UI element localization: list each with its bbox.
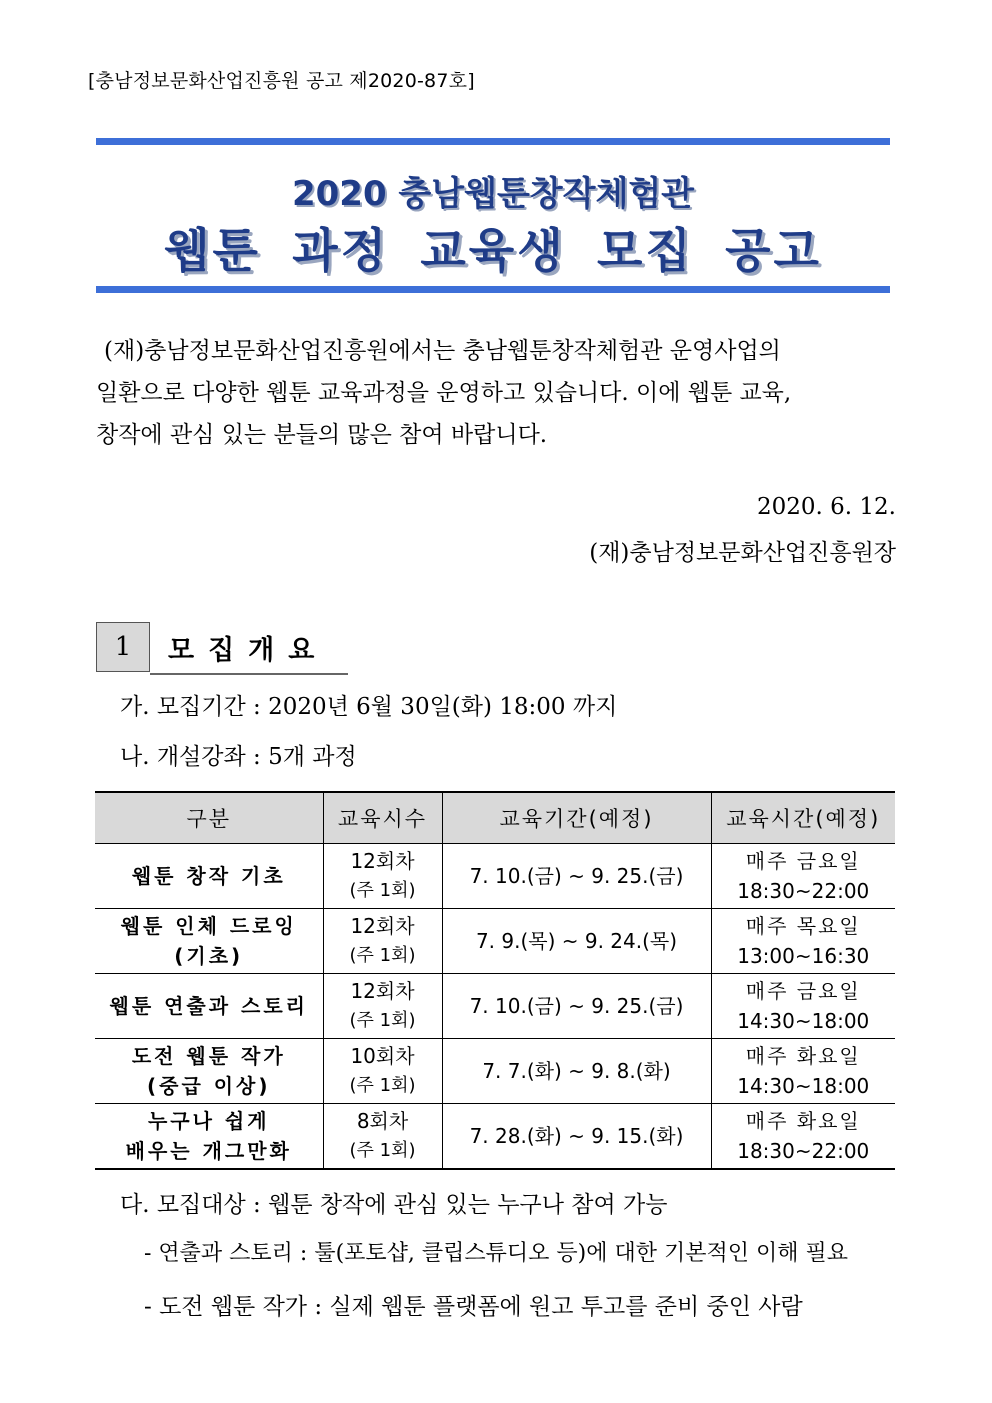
notice-number: [충남정보문화산업진흥원 공고 제2020-87호] bbox=[88, 70, 475, 92]
signer: (재)충남정보문화산업진흥원장 bbox=[589, 540, 896, 566]
section-underline bbox=[150, 673, 348, 675]
course-name: 누구나 쉽게 배우는 개그만화 bbox=[95, 1104, 323, 1170]
course-table bbox=[95, 791, 895, 1170]
item-courses: 나. 개설강좌 : 5개 과정 bbox=[120, 744, 357, 770]
course-sessions: 8회차 (주 1회) bbox=[323, 1104, 442, 1170]
course-time: 매주 목요일 13:00~16:30 bbox=[711, 909, 895, 974]
table-row bbox=[95, 1104, 895, 1170]
course-time: 매주 화요일 14:30~18:00 bbox=[711, 1039, 895, 1104]
header-sessions: 교육시수 bbox=[323, 792, 442, 844]
table-row bbox=[95, 909, 895, 974]
notice-date: 2020. 6. 12. bbox=[757, 494, 896, 520]
course-sessions: 12회차 (주 1회) bbox=[323, 974, 442, 1039]
course-time: 매주 금요일 18:30~22:00 bbox=[711, 844, 895, 909]
section-title: 모집개요 bbox=[168, 635, 329, 666]
course-period: 7. 28.(화) ~ 9. 15.(화) bbox=[442, 1104, 711, 1170]
course-period: 7. 10.(금) ~ 9. 25.(금) bbox=[442, 974, 711, 1039]
table-row bbox=[95, 974, 895, 1039]
table-row bbox=[95, 844, 895, 909]
course-period: 7. 10.(금) ~ 9. 25.(금) bbox=[442, 844, 711, 909]
header-time: 교육시간(예정) bbox=[711, 792, 895, 844]
course-name: 웹툰 연출과 스토리 bbox=[95, 974, 323, 1039]
course-time: 매주 금요일 14:30~18:00 bbox=[711, 974, 895, 1039]
item-target-sub-2: - 도전 웹툰 작가 : 실제 웹툰 플랫폼에 원고 투고를 준비 중인 사람 bbox=[144, 1294, 803, 1320]
course-name: 웹툰 창작 기초 bbox=[95, 844, 323, 909]
item-recruit-period: 가. 모집기간 : 2020년 6월 30일(화) 18:00 까지 bbox=[120, 694, 618, 720]
course-sessions: 12회차 (주 1회) bbox=[323, 844, 442, 909]
table-row bbox=[95, 1039, 895, 1104]
intro-line: (재)충남정보문화산업진흥원에서는 충남웹툰창작체험관 운영사업의 bbox=[104, 338, 781, 364]
item-target-sub-1: - 연출과 스토리 : 툴(포토샵, 클립스튜디오 등)에 대한 기본적인 이해 필요 bbox=[144, 1241, 848, 1266]
title-top-bar bbox=[96, 138, 890, 145]
header-period: 교육기간(예정) bbox=[442, 792, 711, 844]
item-target: 다. 모집대상 : 웹툰 창작에 관심 있는 누구나 참여 가능 bbox=[120, 1192, 668, 1218]
title-bottom-bar bbox=[96, 286, 890, 293]
intro-line: 일환으로 다양한 웹툰 교육과정을 운영하고 있습니다. 이에 웹툰 교육, bbox=[96, 380, 792, 406]
section-number: 1 bbox=[96, 622, 150, 672]
intro-line: 창작에 관심 있는 분들의 많은 참여 바랍니다. bbox=[96, 422, 548, 448]
course-period: 7. 9.(목) ~ 9. 24.(목) bbox=[442, 909, 711, 974]
title-line-2: 웹툰 과정 교육생 모집 공고 bbox=[164, 224, 822, 279]
table-header-row bbox=[95, 792, 895, 844]
intro-paragraph bbox=[96, 330, 886, 456]
course-name: 도전 웹툰 작가 (중급 이상) bbox=[95, 1039, 323, 1104]
title-line-1: 2020 충남웹툰창작체험관 bbox=[291, 174, 695, 214]
course-period: 7. 7.(화) ~ 9. 8.(화) bbox=[442, 1039, 711, 1104]
course-time: 매주 화요일 18:30~22:00 bbox=[711, 1104, 895, 1170]
header-category: 구분 bbox=[95, 792, 323, 844]
course-sessions: 10회차 (주 1회) bbox=[323, 1039, 442, 1104]
course-sessions: 12회차 (주 1회) bbox=[323, 909, 442, 974]
course-name: 웹툰 인체 드로잉 (기초) bbox=[95, 909, 323, 974]
